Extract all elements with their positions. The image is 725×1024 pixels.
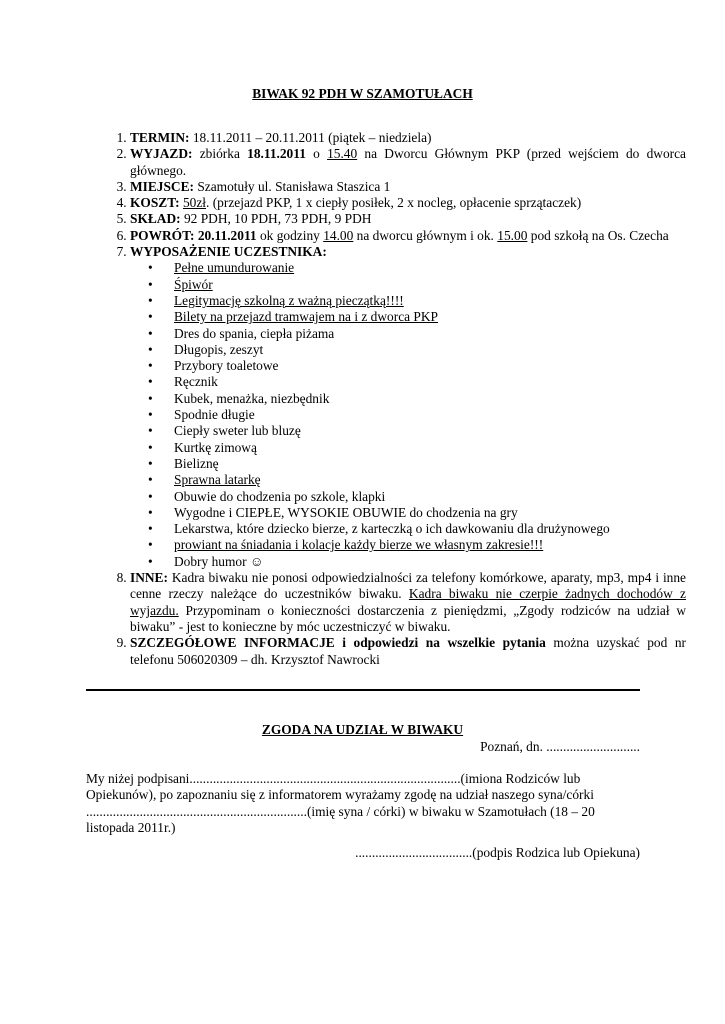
wyjazd-time: 15.40 xyxy=(327,146,358,162)
info-text: można uzyskać pod nr telefonu 506020309 – dh. Krzysztof Nawrocki xyxy=(130,635,687,667)
list-item xyxy=(148,309,686,325)
wyjazd-date: 18.11.2011 xyxy=(247,146,306,162)
document-title: BIWAK 92 PDH W SZAMOTUŁACH xyxy=(252,86,473,101)
list-item xyxy=(148,325,686,342)
bullet-icon: • xyxy=(148,537,153,553)
powrot-text-1: ok godziny xyxy=(256,227,324,243)
signature-line: ...................................(podpis Rodzica lub Opiekuna) xyxy=(355,845,640,860)
inne-text-1: Kadra biwaku nie ponosi odpowiedzialności za telefony komórkowe, aparaty, mp3, mp4 i inne cenne rzeczy należące do uczestników biwaku. xyxy=(130,570,686,602)
inne-label: INNE: xyxy=(130,570,168,586)
equipment-item: Legitymację szkolną z ważną pieczątką!!!! xyxy=(174,292,404,308)
bullet-icon: • xyxy=(148,390,153,406)
inne-text-2: Przypominam o konieczności dostarczenia z pieniędzmi, „Zgody rodziców na udział w biwaku” - jest to konieczne by móc uczestniczyć w biwaku. xyxy=(130,602,686,634)
miejsce-label: MIEJSCE: xyxy=(130,178,194,194)
item-wyposazenie xyxy=(130,244,686,570)
list-item xyxy=(148,341,686,358)
bullet-icon: • xyxy=(148,472,153,488)
equipment-item: Pełne umundurowanie xyxy=(174,260,295,276)
list-item xyxy=(148,390,686,407)
list-item xyxy=(148,292,686,309)
equipment-item: Śpiwór xyxy=(174,276,213,292)
equipment-item: Sprawna latarkę xyxy=(174,472,261,488)
sklad-label: SKŁAD: xyxy=(130,211,181,227)
wyjazd-text-1: zbiórka xyxy=(192,146,248,162)
equipment-item: Spodnie długie xyxy=(174,407,255,423)
powrot-time-2: 15.00 xyxy=(497,227,528,243)
equipment-item: Kubek, menażka, niezbędnik xyxy=(174,390,330,406)
equipment-item: Przybory toaletowe xyxy=(174,358,279,374)
list-item xyxy=(148,472,686,488)
info-list xyxy=(86,130,686,668)
equipment-item: Bieliznę xyxy=(174,455,219,471)
consent-line: My niżej podpisani.................................................................................(imiona Rodziców lub xyxy=(86,771,581,786)
consent-title: ZGODA NA UDZIAŁ W BIWAKU xyxy=(261,722,464,737)
bullet-icon: • xyxy=(148,341,153,357)
wyposazenie-label: WYPOSAŻENIE UCZESTNIKA: xyxy=(130,244,327,260)
equipment-item: Bilety na przejazd tramwajem na i z dworca PKP xyxy=(174,309,439,325)
bullet-icon: • xyxy=(148,292,153,308)
item-info xyxy=(130,635,686,668)
equipment-item: Dobry humor ☺ xyxy=(174,553,264,569)
consent-paragraph xyxy=(86,771,640,836)
powrot-text-2: na dworcu głównym i ok. xyxy=(353,227,498,243)
list-item xyxy=(148,276,686,293)
consent-line: listopada 2011r.) xyxy=(86,819,176,835)
item-inne xyxy=(130,570,686,635)
wyjazd-text-2: o xyxy=(305,146,328,162)
equipment-item: Długopis, zeszyt xyxy=(174,341,264,357)
equipment-item: Ciepły sweter lub bluzę xyxy=(174,423,301,439)
bullet-icon: • xyxy=(148,423,153,439)
list-item xyxy=(148,423,686,439)
bullet-icon: • xyxy=(148,374,153,390)
termin-text: 18.11.2011 – 20.11.2011 (piątek – niedziela) xyxy=(189,130,432,145)
termin-label: TERMIN: xyxy=(130,130,190,145)
koszt-amount: 50zł xyxy=(182,195,207,211)
inne-underlined: Kadra biwaku nie czerpie żadnych dochodów z wyjazdu. xyxy=(130,586,686,618)
equipment-item: Wygodne i CIEPŁE, WYSOKIE OBUWIE do chodzenia na gry xyxy=(174,504,518,520)
bullet-icon: • xyxy=(148,260,153,276)
sklad-text: 92 PDH, 10 PDH, 73 PDH, 9 PDH xyxy=(180,211,372,227)
bullet-icon: • xyxy=(148,358,153,374)
bullet-icon: • xyxy=(148,325,153,341)
bullet-icon: • xyxy=(148,488,153,504)
bullet-icon: • xyxy=(148,309,153,325)
bullet-icon: • xyxy=(148,504,153,520)
equipment-item: prowiant na śniadania i kolacje każdy bierze we własnym zakresie!!! xyxy=(174,537,544,553)
divider xyxy=(86,689,640,691)
list-item xyxy=(148,260,686,276)
equipment-list xyxy=(130,260,686,570)
koszt-label: KOSZT: xyxy=(130,195,180,211)
powrot-date: 20.11.2011 xyxy=(194,227,257,243)
bullet-icon: • xyxy=(148,553,153,569)
bullet-icon: • xyxy=(148,521,153,537)
bullet-icon: • xyxy=(148,407,153,423)
equipment-item: Dres do spania, ciepła piżama xyxy=(174,325,335,341)
list-item xyxy=(148,358,686,374)
consent-line: ..................................................................(imię syna / córki) w biwaku w Szamotułach (18 – 20 xyxy=(86,803,595,819)
item-termin xyxy=(130,130,686,146)
powrot-label: POWRÓT: xyxy=(130,227,195,243)
miejsce-text: Szamotuły ul. Stanisława Staszica 1 xyxy=(194,178,391,194)
equipment-item: Ręcznik xyxy=(174,374,218,390)
list-item xyxy=(148,553,686,570)
list-item xyxy=(148,439,686,456)
item-miejsce xyxy=(130,179,686,195)
list-item xyxy=(148,504,686,521)
item-koszt xyxy=(130,195,686,211)
equipment-item: Lekarstwa, które dziecko bierze, z karteczką o ich dawkowaniu dla drużynowego xyxy=(174,521,610,537)
list-item xyxy=(148,521,686,537)
wyjazd-label: WYJAZD: xyxy=(130,146,193,162)
item-sklad xyxy=(130,211,686,227)
bullet-icon: • xyxy=(148,276,153,292)
item-powrot xyxy=(130,228,686,244)
wyjazd-text-3: na Dworcu Głównym PKP (przed wejściem do dworca głównego. xyxy=(130,146,687,178)
consent-line: Opiekunów), po zapoznaniu się z informatorem wyrażamy zgodę na udział naszego syna/córki xyxy=(86,787,594,803)
item-wyjazd xyxy=(130,146,686,179)
list-item xyxy=(148,537,686,553)
place-date: Poznań, dn. ............................ xyxy=(480,739,640,754)
list-item xyxy=(148,455,686,472)
powrot-text-3: pod szkołą na Os. Czecha xyxy=(527,227,669,243)
equipment-item: Kurtkę zimową xyxy=(174,439,257,455)
koszt-text-2: . (przejazd PKP, 1 x ciepły posiłek, 2 x nocleg, opłacenie sprzątaczek) xyxy=(206,195,582,211)
bullet-icon: • xyxy=(148,439,153,455)
list-item xyxy=(148,374,686,390)
equipment-item: Obuwie do chodzenia po szkole, klapki xyxy=(174,488,386,504)
info-label: SZCZEGÓŁOWE INFORMACJE i odpowiedzi na wszelkie pytania xyxy=(130,635,546,651)
powrot-time-1: 14.00 xyxy=(323,227,354,243)
list-item xyxy=(148,407,686,423)
bullet-icon: • xyxy=(148,455,153,471)
list-item xyxy=(148,488,686,505)
